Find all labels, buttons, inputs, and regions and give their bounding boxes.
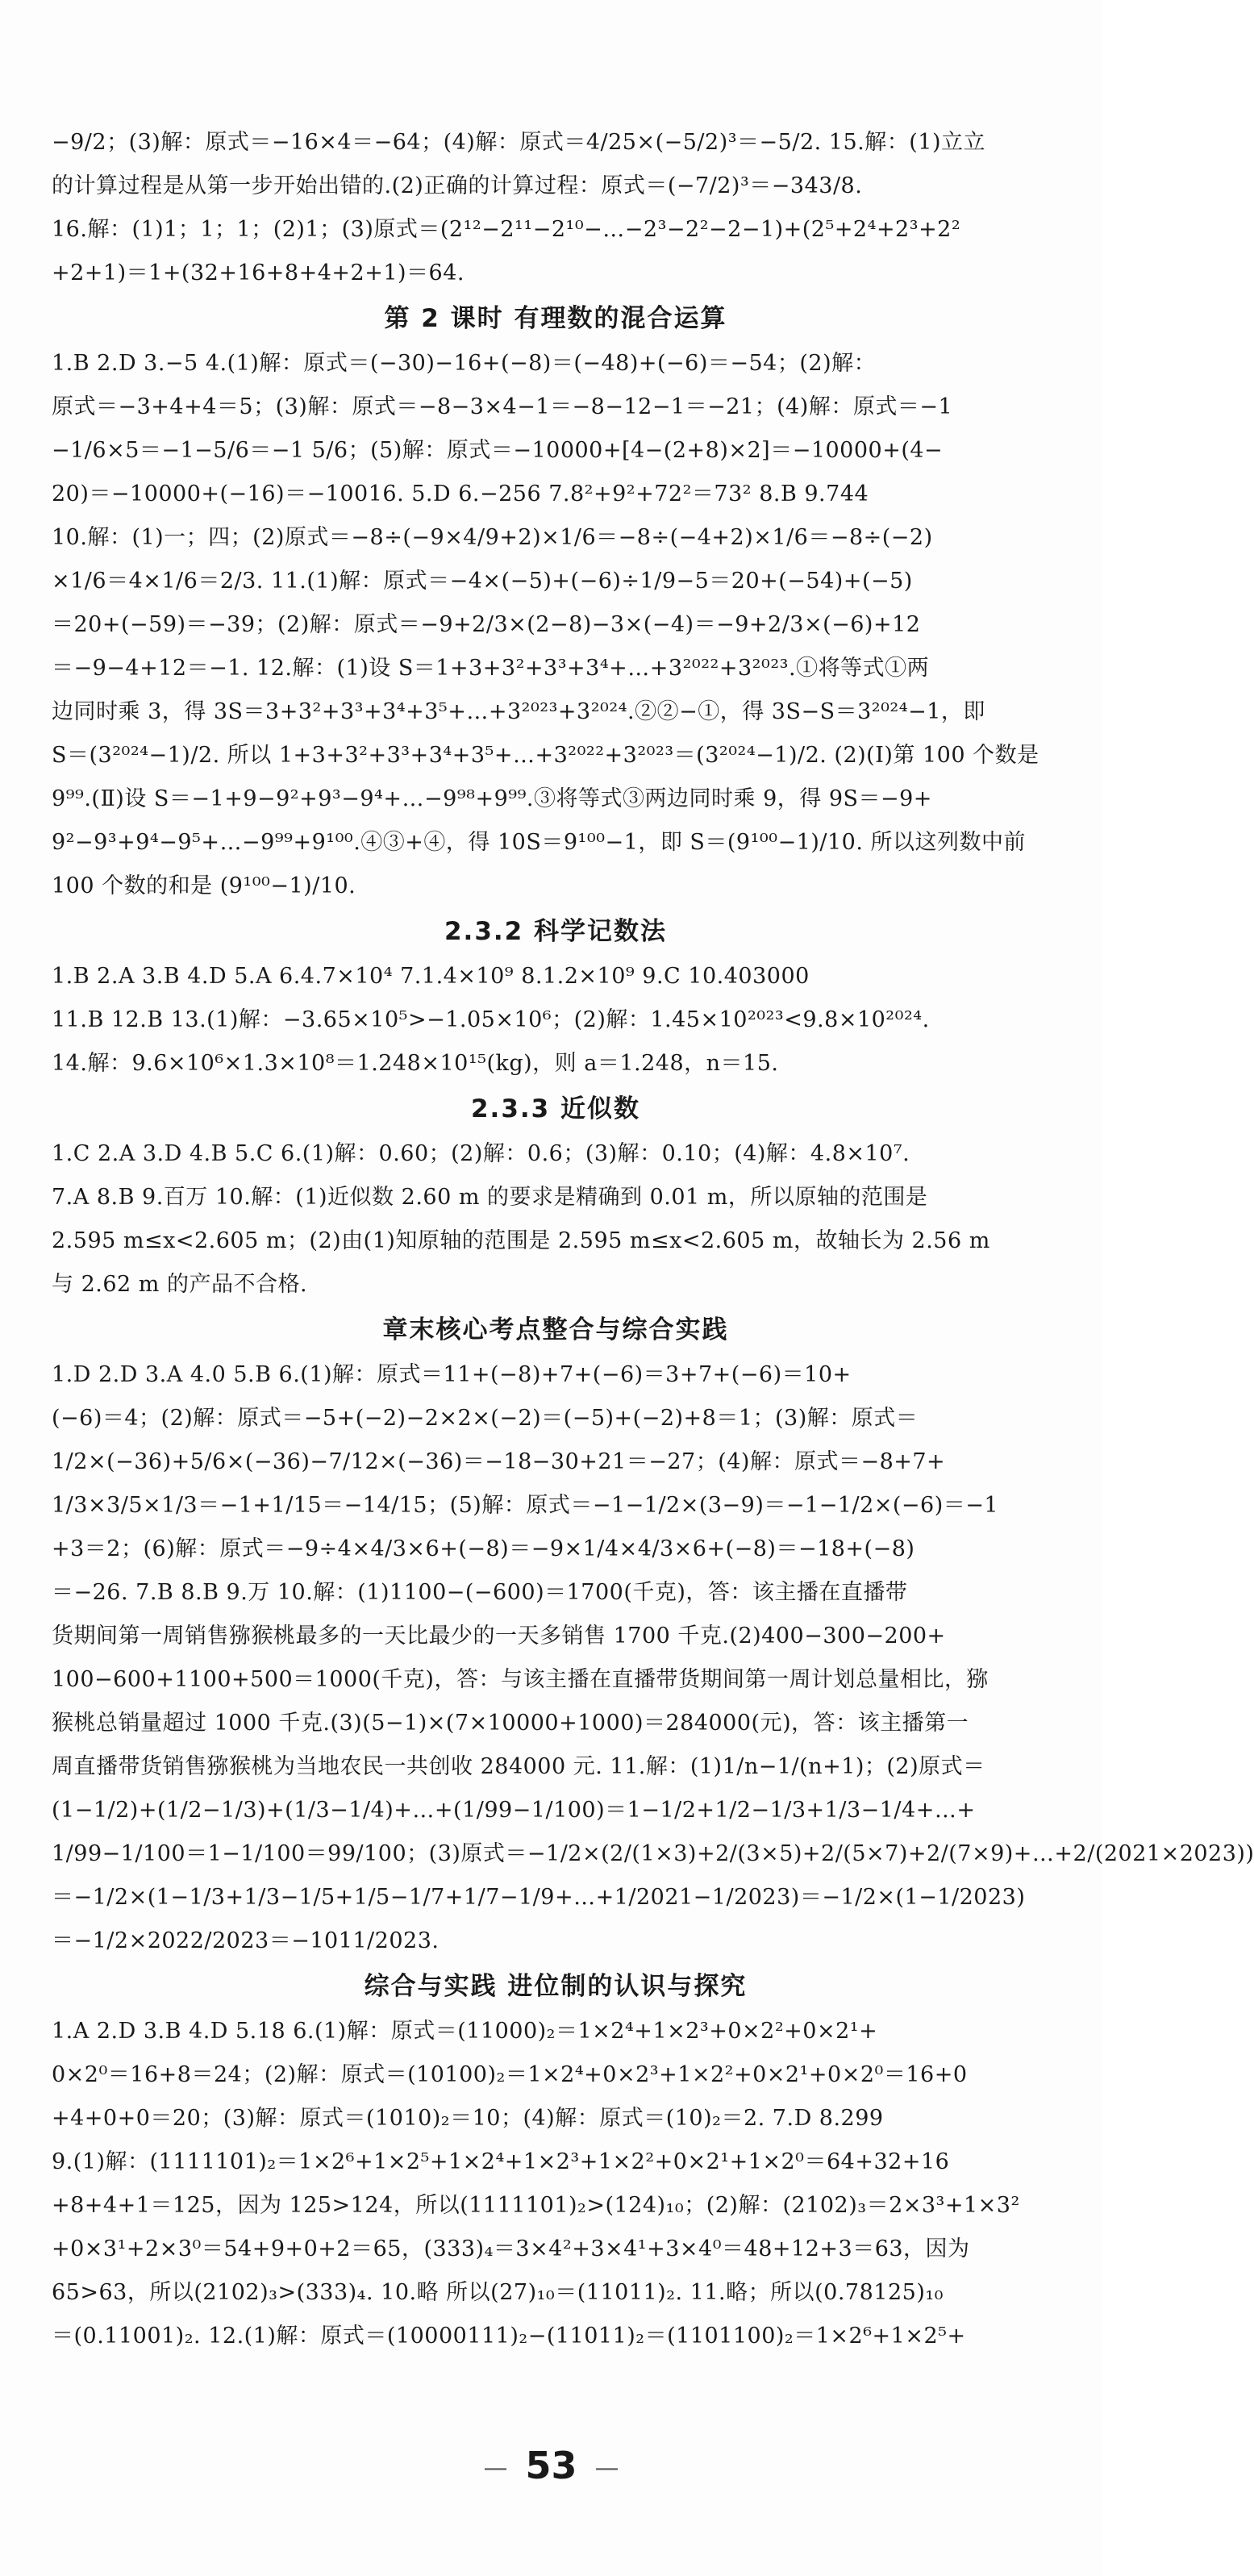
block-5: [52, 1353, 1254, 1963]
answer-line: 16.解：(1)1；1；1；(2)1；(3)原式＝(2¹²−2¹¹−2¹⁰−…−2³−2²−2−1)+(2⁵+2⁴+2³+2²: [52, 217, 961, 242]
answer-line: 11.B 12.B 13.(1)解：−3.65×10⁵>−1.05×10⁶；(2)解：1.45×10²⁰²³<9.8×10²⁰²⁴.: [52, 1007, 930, 1032]
answer-line: 1.B 2.A 3.B 4.D 5.A 6.4.7×10⁴ 7.1.4×10⁹ 8.1.2×10⁹ 9.C 10.403000: [52, 964, 810, 989]
answer-line: −9/2；(3)解：原式＝−16×4＝−64；(4)解：原式＝4/25×(−5/2)³＝−5/2. 15.解：(1)立立: [52, 130, 985, 155]
answer-line: +4+0+0＝20；(3)解：原式＝(1010)₂＝10；(4)解：原式＝(10)₂＝2. 7.D 8.299: [52, 2106, 884, 2131]
answer-line: 2.595 m≤x<2.605 m；(2)由(1)知原轴的范围是 2.595 m≤x<2.605 m，故轴长为 2.56 m: [52, 1228, 990, 1253]
answer-line: 与 2.62 m 的产品不合格.: [52, 1272, 308, 1297]
answer-line: (−6)＝4；(2)解：原式＝−5+(−2)−2×2×(−2)＝(−5)+(−2)+8＝1；(3)解：原式＝: [52, 1406, 919, 1431]
answer-line: ＝−1/2×2022/2023＝−1011/2023.: [52, 1928, 440, 1953]
answer-line: 100−600+1100+500＝1000(千克)，答：与该主播在直播带货期间第一周计划总量相比，猕: [52, 1667, 989, 1692]
answer-line: 1.A 2.D 3.B 4.D 5.18 6.(1)解：原式＝(11000)₂＝1×2⁴+1×2³+0×2²+0×2¹+: [52, 2019, 878, 2044]
answer-line: ＝(0.11001)₂. 12.(1)解：原式＝(10000111)₂−(11011)₂＝(1101100)₂＝1×2⁶+1×2⁵+: [52, 2324, 966, 2349]
answer-line: 1/2×(−36)+5/6×(−36)−7/12×(−36)＝−18−30+21＝−27；(4)解：原式＝−8+7+: [52, 1449, 946, 1474]
answer-line: ＝−26. 7.B 8.B 9.万 10.解：(1)1100−(−600)＝1700(千克)，答：该主播在直播带: [52, 1580, 908, 1605]
answer-line: 100 个数的和是 (9¹⁰⁰−1)/10.: [52, 873, 356, 898]
answer-line: ＝−1/2×(1−1/3+1/3−1/5+1/5−1/7+1/7−1/9+…+1/2021−1/2023)＝−1/2×(1−1/2023): [52, 1885, 1026, 1910]
answer-line: 9²−9³+9⁴−9⁵+…−9⁹⁹+9¹⁰⁰.④③+④，得 10S＝9¹⁰⁰−1，即 S＝(9¹⁰⁰−1)/10. 所以这列数中前: [52, 830, 1027, 855]
answer-line: ＝−9−4+12＝−1. 12.解：(1)设 S＝1+3+3²+3³+3⁴+…+3²⁰²²+3²⁰²³.①将等式①两: [52, 656, 930, 681]
block-3: [52, 955, 1060, 1086]
block-1: [52, 121, 1060, 295]
answer-line: 1.B 2.D 3.−5 4.(1)解：原式＝(−30)−16+(−8)＝(−48)+(−6)＝−54；(2)解：: [52, 351, 877, 376]
answer-line: +8+4+1＝125，因为 125>124，所以(1111101)₂>(124)₁₀；(2)解：(2102)₃＝2×3³+1×3²: [52, 2193, 1020, 2218]
answer-line: ×1/6＝4×1/6＝2/3. 11.(1)解：原式＝−4×(−5)+(−6)÷1/9−5＝20+(−54)+(−5): [52, 569, 913, 594]
answer-line: 的计算过程是从第一步开始出错的.(2)正确的计算过程：原式＝(−7/2)³＝−343/8.: [52, 173, 863, 198]
answer-line: 原式＝−3+4+4＝5；(3)解：原式＝−8−3×4−1＝−8−12−1＝−21；(4)解：原式＝−1: [52, 394, 953, 419]
answer-line: −1/6×5＝−1−5/6＝−1 5/6；(5)解：原式＝−10000+[4−(2+8)×2]＝−10000+(4−: [52, 438, 944, 463]
answer-line: 猴桃总销量超过 1000 千克.(3)(5−1)×(7×10000+1000)＝284000(元)，答：该主播第一: [52, 1711, 969, 1736]
answer-line: 1.D 2.D 3.A 4.0 5.B 6.(1)解：原式＝11+(−8)+7+(−6)＝3+7+(−6)＝10+: [52, 1362, 852, 1387]
answer-line: 1/3×3/5×1/3＝−1+1/15＝−14/15；(5)解：原式＝−1−1/2×(3−9)＝−1−1/2×(−6)＝−1: [52, 1493, 999, 1518]
page-number-value: 53: [525, 2444, 577, 2487]
answer-line: 10.解：(1)一；四；(2)原式＝−8÷(−9×4/9+2)×1/6＝−8÷(−4+2)×1/6＝−8÷(−2): [52, 525, 933, 550]
answer-line: 9.(1)解：(1111101)₂＝1×2⁶+1×2⁵+1×2⁴+1×2³+1×2²+0×2¹+1×2⁰＝64+32+16: [52, 2149, 950, 2174]
answer-line: +0×3¹+2×3⁰＝54+9+0+2＝65，(333)₄＝3×4²+3×4¹+3×4⁰＝48+12+3＝63，因为: [52, 2236, 970, 2261]
block-4: [52, 1132, 1060, 1307]
answer-line: ＝20+(−59)＝−39；(2)解：原式＝−9+2/3×(2−8)−3×(−4)＝−9+2/3×(−6)+12: [52, 612, 921, 637]
answer-line: 货期间第一周销售猕猴桃最多的一天比最少的一天多销售 1700 千克.(2)400−300−200+: [52, 1624, 946, 1649]
answer-line: S＝(3²⁰²⁴−1)/2. 所以 1+3+3²+3³+3⁴+3⁵+…+3²⁰²²+3²⁰²³＝(3²⁰²⁴−1)/2. (2)(Ⅰ)第 100 个数是: [52, 743, 1039, 768]
answer-line: 0×2⁰＝16+8＝24；(2)解：原式＝(10100)₂＝1×2⁴+0×2³+1×2²+0×2¹+0×2⁰＝16+0: [52, 2062, 968, 2087]
section-heading-mixed-operations: 第 2 课时 有理数的混合运算: [384, 304, 727, 333]
answer-line: 14.解：9.6×10⁶×1.3×10⁸＝1.248×10¹⁵(kg)，则 a＝1.248，n＝15.: [52, 1051, 779, 1076]
section-heading-approximate-numbers: 2.3.3 近似数: [470, 1094, 641, 1123]
answer-line: +2+1)＝1+(32+16+8+4+2+1)＝64.: [52, 261, 465, 286]
answer-line: 7.A 8.B 9.百万 10.解：(1)近似数 2.60 m 的要求是精确到 0.01 m，所以原轴的范围是: [52, 1185, 928, 1210]
section-heading-chapter-review: 章末核心考点整合与综合实践: [382, 1315, 729, 1344]
answer-line: 9⁹⁹.(Ⅱ)设 S＝−1+9−9²+9³−9⁴+…−9⁹⁸+9⁹⁹.③将等式③两边同时乘 9，得 9S＝−9+: [52, 786, 932, 811]
page-number: [0, 2444, 1102, 2487]
section-heading-scientific-notation: 2.3.2 科学记数法: [444, 917, 668, 946]
answer-line: 周直播带货销售猕猴桃为当地农民一共创收 284000 元. 11.解：(1)1/n−1/(n+1)；(2)原式＝: [52, 1754, 985, 1779]
page-number-dash-right: —: [594, 2454, 619, 2482]
answer-content: [52, 121, 1254, 2358]
block-2: [52, 342, 1060, 908]
page-number-dash-left: —: [483, 2454, 508, 2482]
answer-line: 1.C 2.A 3.D 4.B 5.C 6.(1)解：0.60；(2)解：0.6；(3)解：0.10；(4)解：4.8×10⁷.: [52, 1141, 910, 1166]
answer-line: 65>63，所以(2102)₃>(333)₄. 10.略 所以(27)₁₀＝(11011)₂. 11.略；所以(0.78125)₁₀: [52, 2280, 944, 2305]
answer-line: 1/99−1/100＝1−1/100＝99/100；(3)原式＝−1/2×(2/(1×3)+2/(3×5)+2/(5×7)+2/(7×9)+…+2/(2021×2023)): [52, 1841, 1254, 1866]
answer-line: 边同时乘 3，得 3S＝3+3²+3³+3⁴+3⁵+…+3²⁰²³+3²⁰²⁴.②②−①，得 3S−S＝3²⁰²⁴−1，即: [52, 699, 985, 724]
answer-line: (1−1/2)+(1/2−1/3)+(1/3−1/4)+…+(1/99−1/100)＝1−1/2+1/2−1/3+1/3−1/4+…+: [52, 1798, 976, 1823]
block-6: [52, 2010, 1060, 2358]
answer-line: 20)＝−10000+(−16)＝−10016. 5.D 6.−256 7.8²+9²+72²＝73² 8.B 9.744: [52, 481, 869, 506]
section-heading-number-systems: 综合与实践 进位制的认识与探究: [364, 1972, 748, 2001]
answer-line: +3＝2；(6)解：原式＝−9÷4×4/3×6+(−8)＝−9×1/4×4/3×6+(−8)＝−18+(−8): [52, 1536, 915, 1561]
